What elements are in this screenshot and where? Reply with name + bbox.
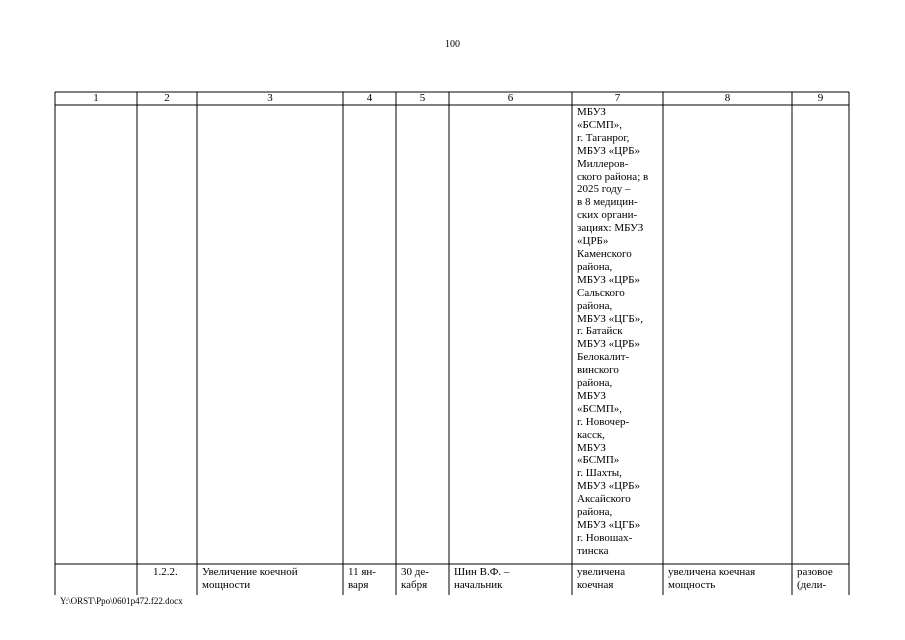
row-indicator: увеличена коечная мощность bbox=[668, 566, 756, 591]
header-cell-5: 5 bbox=[419, 92, 426, 104]
header-cell-6: 6 bbox=[507, 92, 514, 104]
row-start-date: 11 ян- варя bbox=[348, 566, 376, 591]
header-cell-4: 4 bbox=[366, 92, 373, 104]
row-responsible: Шин В.Ф. – начальник bbox=[454, 566, 510, 591]
row-measure-name: Увеличение коечной мощности bbox=[202, 566, 298, 591]
header-cell-3: 3 bbox=[267, 92, 273, 104]
header-cell-7: 7 bbox=[614, 92, 621, 104]
page-number: 100 bbox=[445, 39, 460, 50]
header-cell-9: 9 bbox=[817, 92, 824, 104]
row-number: 1.2.2. bbox=[153, 566, 178, 578]
col7-continuation-text: МБУЗ «БСМП», г. Таганрог, МБУЗ «ЦРБ» Миллеров- ского района; в 2025 году – в 8 медицин- ских органи- зациях: МБУЗ «ЦРБ» Каменского района, МБУЗ «ЦРБ» Сальского района, МБУЗ «ЦГБ», г. Батайск МБУЗ «ЦРБ» Белокалит- винского района, МБУЗ «БСМП», г. Новочер- касск, МБУЗ «БСМП» г. Шахты, МБУЗ «ЦРБ» Аксайского района, МБУЗ «ЦГБ» г. Новошах- тинска bbox=[577, 106, 649, 557]
row-periodicity: разовое (дели- bbox=[797, 566, 833, 591]
header-cell-8: 8 bbox=[724, 92, 731, 104]
header-cell-2: 2 bbox=[164, 92, 170, 104]
row-end-date: 30 де- кабря bbox=[401, 566, 429, 591]
footer-file-path: Y:\ORST\Ppo\0601p472.f22.docx bbox=[60, 596, 183, 606]
row-result: увеличена коечная bbox=[577, 566, 626, 591]
header-cell-1: 1 bbox=[93, 92, 99, 104]
